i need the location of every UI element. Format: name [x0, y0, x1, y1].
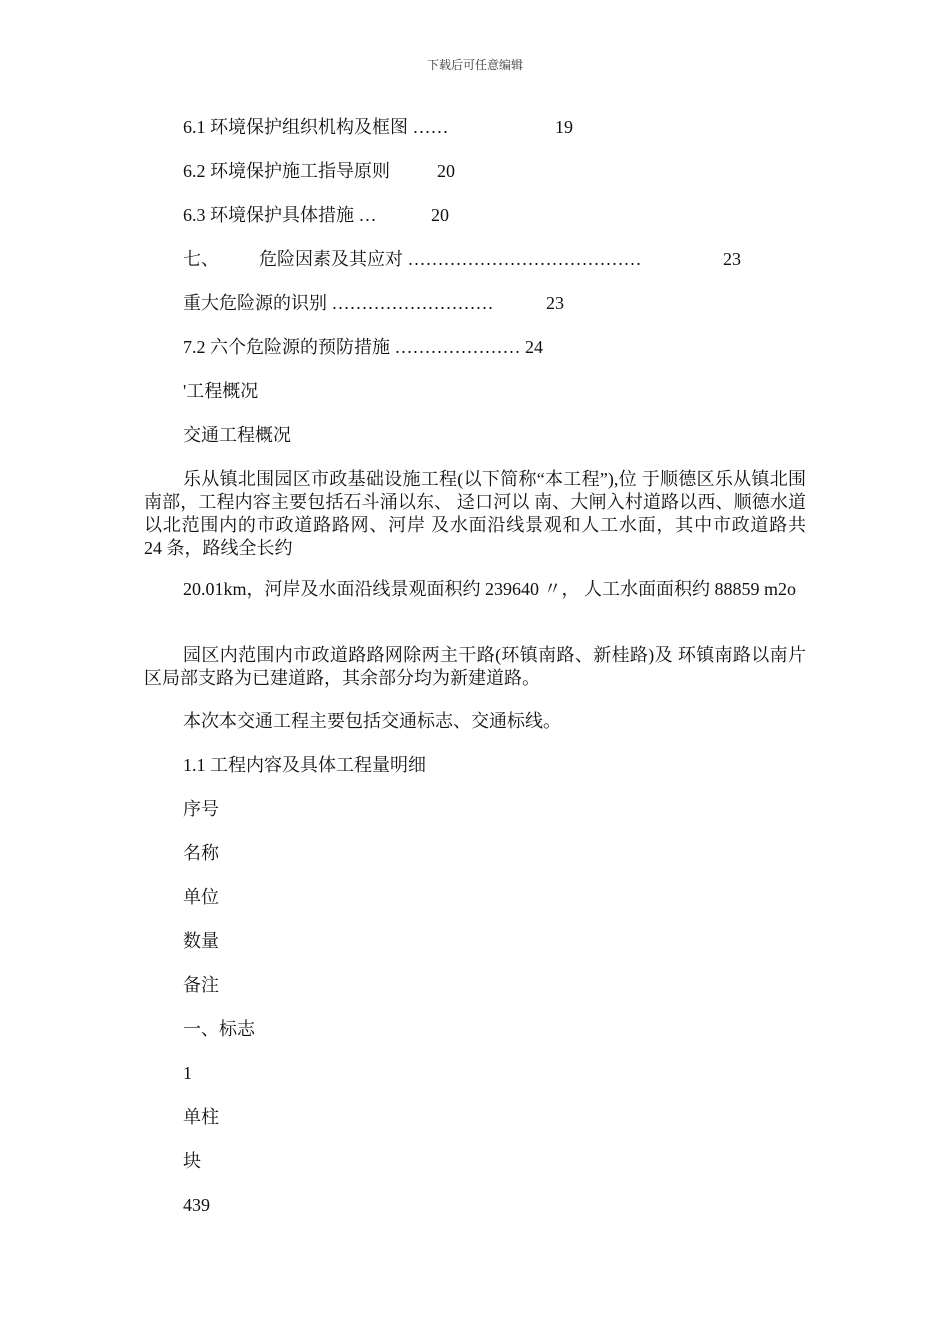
toc-entry-text: 重大危险源的识别 ………………………: [183, 293, 494, 313]
toc-entry-6-2: [183, 160, 455, 182]
toc-entry-text: 7.2 六个危险源的预防措施 ………………… 24: [183, 337, 543, 357]
paragraph-area: 20.01km，河岸及水面沿线景观面积约 239640 〃， 人工水面面积约 88859 m2o: [183, 579, 796, 599]
table-cell-quantity: 439: [183, 1195, 210, 1215]
paragraph-roads: 园区内范围内市政道路路网除两主干路(环镇南路、新桂路)及 环镇南路以南片区局部支路为已建道路，其余部分均为新建道路。: [144, 645, 806, 688]
toc-entry-text: 6.3 环境保护具体措施 …: [183, 205, 377, 225]
toc-entry-text: 6.1 环境保护组织机构及框图 ……: [183, 117, 449, 137]
table-header-name: 名称: [183, 843, 219, 863]
toc-entry-7-1: [183, 292, 564, 314]
table-cell-name: 单柱: [183, 1107, 219, 1127]
heading-traffic-overview: 交通工程概况: [183, 425, 291, 445]
table-cell-unit: 块: [183, 1151, 201, 1171]
table-header-index: 序号: [183, 799, 219, 819]
section-title: 1.1 工程内容及具体工程量明细: [183, 755, 426, 775]
toc-entry-7-2: [183, 336, 543, 358]
heading-project-overview: '工程概况: [183, 381, 259, 401]
paragraph-project-scope: 乐从镇北围园区市政基础设施工程(以下简称“本工程”),位 于顺德区乐从镇北围南部，工程内容主要包括石斗涌以东、 迳口河以 南、大闸入村道路以西、顺德水道以北范围内的市政道路路网、河岸 及水面沿线景观和人工水面，其中市政道路共 24 条，路线全长约: [144, 469, 824, 558]
toc-entry-6-1: [183, 116, 573, 138]
toc-entry-page: 23: [723, 249, 741, 269]
toc-entry-page: 23: [546, 293, 564, 313]
table-header-remarks: 备注: [183, 975, 219, 995]
toc-entry-6-3: [183, 204, 449, 226]
toc-entry-text: 6.2 环境保护施工指导原则: [183, 161, 390, 181]
toc-entry-prefix: 七、: [183, 249, 219, 269]
toc-entry-page: 20: [431, 205, 449, 225]
table-header-quantity: 数量: [183, 931, 219, 951]
paragraph-traffic-scope: 本次本交通工程主要包括交通标志、交通标线。: [183, 711, 561, 731]
table-header-unit: 单位: [183, 887, 219, 907]
table-cell-index: 1: [183, 1063, 192, 1083]
toc-entry-page: 19: [555, 117, 573, 137]
toc-entry-page: 20: [437, 161, 455, 181]
page-header: 下载后可任意编辑: [426, 58, 523, 72]
toc-entry-text: 危险因素及其应对 …………………………………: [259, 249, 642, 269]
toc-entry-7: [183, 248, 741, 270]
table-category: 一、标志: [183, 1019, 255, 1039]
